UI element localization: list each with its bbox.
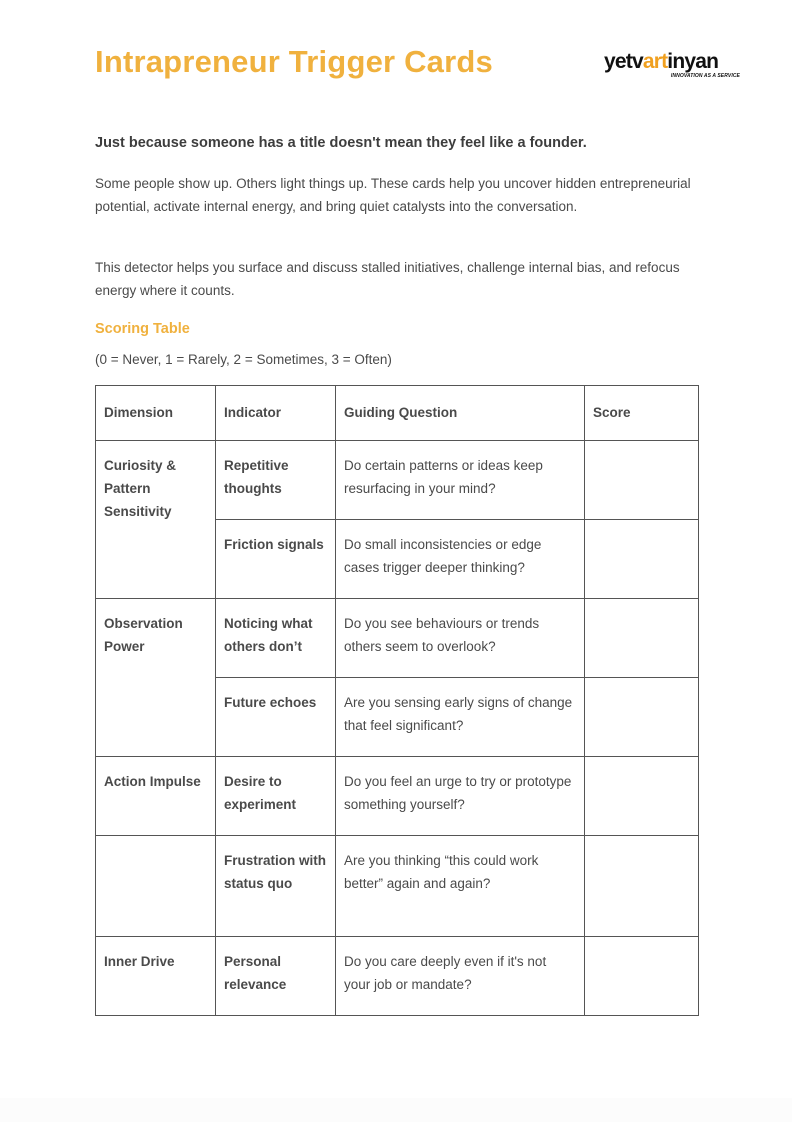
column-header-dimension: Dimension xyxy=(96,386,216,441)
logo-wordmark xyxy=(604,50,718,74)
dimension-cell xyxy=(96,836,216,937)
brand-logo xyxy=(604,50,742,82)
scoring-table-heading: Scoring Table xyxy=(95,321,190,337)
table-row xyxy=(96,441,699,520)
question-cell: Do you feel an urge to try or prototype something yourself? xyxy=(336,757,585,836)
score-cell[interactable] xyxy=(585,678,699,757)
dimension-cell: Inner Drive xyxy=(96,937,216,1016)
intro-paragraph-2: This detector helps you surface and discuss stalled initiatives, challenge internal bias, and refocus energy where it counts. xyxy=(95,260,680,298)
logo-tagline: INNOVATION AS A SERVICE xyxy=(670,73,740,79)
logo-word-accent: art xyxy=(642,50,668,73)
score-cell[interactable] xyxy=(585,757,699,836)
question-cell: Are you thinking “this could work better” again and again? xyxy=(336,836,585,937)
table-row xyxy=(96,757,699,836)
score-cell[interactable] xyxy=(585,599,699,678)
question-cell: Do you see behaviours or trends others seem to overlook? xyxy=(336,599,585,678)
lead-statement: Just because someone has a title doesn't mean they feel like a founder. xyxy=(95,135,587,151)
score-cell[interactable] xyxy=(585,441,699,520)
page-bottom-edge xyxy=(0,1098,792,1122)
score-cell[interactable] xyxy=(585,937,699,1016)
logo-word-post: inyan xyxy=(667,50,719,73)
indicator-cell: Frustration with status quo xyxy=(216,836,336,937)
dimension-cell: Observation Power xyxy=(96,599,216,757)
indicator-cell: Noticing what others don’t xyxy=(216,599,336,678)
indicator-cell: Personal relevance xyxy=(216,937,336,1016)
page-title: Intrapreneur Trigger Cards xyxy=(95,44,493,79)
question-cell: Do small inconsistencies or edge cases trigger deeper thinking? xyxy=(336,520,585,599)
indicator-cell: Desire to experiment xyxy=(216,757,336,836)
indicator-cell: Future echoes xyxy=(216,678,336,757)
dimension-cell: Curiosity & Pattern Sensitivity xyxy=(96,441,216,599)
question-cell: Do you care deeply even if it's not your job or mandate? xyxy=(336,937,585,1016)
table-row xyxy=(96,599,699,678)
score-cell[interactable] xyxy=(585,520,699,599)
question-cell: Do certain patterns or ideas keep resurfacing in your mind? xyxy=(336,441,585,520)
table-header-row xyxy=(96,386,699,441)
intro-paragraph-1: Some people show up. Others light things up. These cards help you uncover hidden entrepreneurial potential, activate internal energy, and bring quiet catalysts into the conversation. xyxy=(95,176,691,214)
dimension-cell: Action Impulse xyxy=(96,757,216,836)
indicator-cell: Repetitive thoughts xyxy=(216,441,336,520)
scoring-table xyxy=(95,385,699,1016)
score-cell[interactable] xyxy=(585,836,699,937)
table-row xyxy=(96,836,699,937)
column-header-indicator: Indicator xyxy=(216,386,336,441)
scoring-scale-note: (0 = Never, 1 = Rarely, 2 = Sometimes, 3 = Often) xyxy=(95,352,392,367)
column-header-score: Score xyxy=(585,386,699,441)
logo-word-pre: yetv xyxy=(604,50,643,73)
table-row xyxy=(96,937,699,1016)
column-header-guiding-question: Guiding Question xyxy=(336,386,585,441)
question-cell: Are you sensing early signs of change that feel significant? xyxy=(336,678,585,757)
indicator-cell: Friction signals xyxy=(216,520,336,599)
